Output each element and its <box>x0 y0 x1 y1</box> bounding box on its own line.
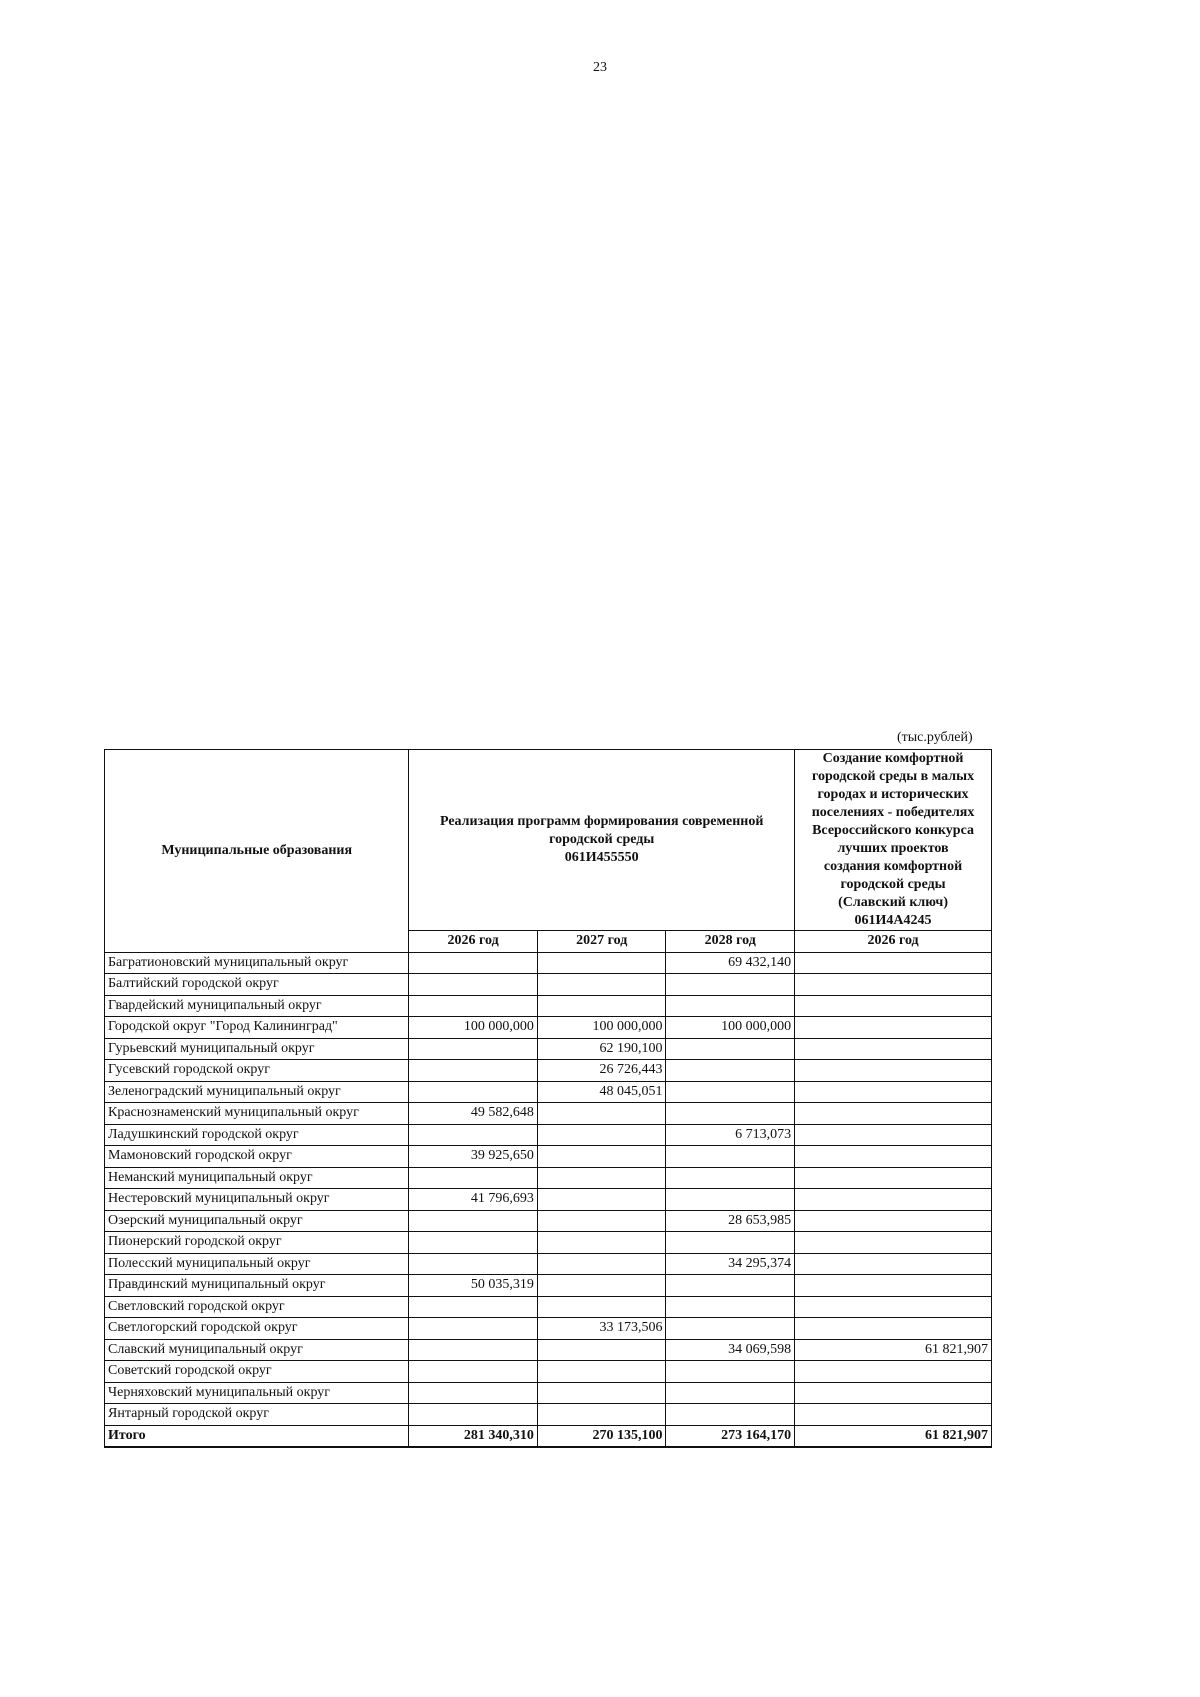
cell-2026-a: 41 796,693 <box>409 1189 538 1211</box>
header-year-2026-a: 2026 год <box>409 931 538 953</box>
cell-2026-b <box>795 952 992 974</box>
cell-2027-a <box>537 1103 666 1125</box>
table-row <box>105 1060 992 1082</box>
cell-2026-a <box>409 1339 538 1361</box>
cell-2026-a <box>409 995 538 1017</box>
cell-name: Советский городской округ <box>105 1361 409 1383</box>
cell-2028-a: 100 000,000 <box>666 1017 795 1039</box>
table-row <box>105 1038 992 1060</box>
header-municipalities: Муниципальные образования <box>105 750 409 953</box>
cell-2026-a <box>409 1038 538 1060</box>
header-program-b-line: городской среды <box>840 877 946 892</box>
cell-2027-a <box>537 1210 666 1232</box>
header-program-b-line: создания комфортной <box>823 859 963 874</box>
header-program-a-code: 061И455550 <box>564 850 639 865</box>
header-program-b <box>795 750 992 931</box>
header-program-b-line: городской среды в малых <box>811 769 975 784</box>
cell-name: Итого <box>105 1425 409 1447</box>
cell-2027-a <box>537 1189 666 1211</box>
header-year-2027-a: 2027 год <box>537 931 666 953</box>
table-row <box>105 1124 992 1146</box>
cell-2026-a <box>409 1404 538 1426</box>
cell-name: Мамоновский городской округ <box>105 1146 409 1168</box>
cell-2028-a: 34 069,598 <box>666 1339 795 1361</box>
cell-2028-a <box>666 1318 795 1340</box>
cell-2028-a <box>666 1232 795 1254</box>
cell-2026-b: 61 821,907 <box>795 1339 992 1361</box>
cell-2027-a <box>537 1253 666 1275</box>
cell-name: Нестеровский муниципальный округ <box>105 1189 409 1211</box>
cell-2026-a <box>409 1318 538 1340</box>
cell-2026-b <box>795 1124 992 1146</box>
cell-name: Полесский муниципальный округ <box>105 1253 409 1275</box>
cell-2026-b <box>795 1232 992 1254</box>
table-row <box>105 1296 992 1318</box>
cell-2027-a <box>537 1382 666 1404</box>
cell-2027-a <box>537 1339 666 1361</box>
header-program-b-line: поселениях - победителях <box>811 805 975 820</box>
header-year-2028-a: 2028 год <box>666 931 795 953</box>
cell-2026-b <box>795 1189 992 1211</box>
header-year-2026-b: 2026 год <box>795 931 992 953</box>
table-row <box>105 1189 992 1211</box>
table-row <box>105 1081 992 1103</box>
cell-2027-a <box>537 1146 666 1168</box>
table-row <box>105 1210 992 1232</box>
cell-name: Балтийский городской округ <box>105 974 409 996</box>
cell-2028-a: 273 164,170 <box>666 1425 795 1447</box>
cell-name: Славский муниципальный округ <box>105 1339 409 1361</box>
table-row <box>105 1404 992 1426</box>
cell-2027-a <box>537 1275 666 1297</box>
cell-name: Гвардейский муниципальный округ <box>105 995 409 1017</box>
cell-2026-b <box>795 1146 992 1168</box>
table-row <box>105 1275 992 1297</box>
cell-2028-a <box>666 1382 795 1404</box>
cell-2026-a <box>409 1361 538 1383</box>
table-row <box>105 952 992 974</box>
cell-2026-b <box>795 1017 992 1039</box>
table-row <box>105 974 992 996</box>
cell-name: Светлогорский городской округ <box>105 1318 409 1340</box>
cell-name: Гусевский городской округ <box>105 1060 409 1082</box>
cell-2026-a <box>409 1060 538 1082</box>
cell-name: Светловский городской округ <box>105 1296 409 1318</box>
cell-2026-b <box>795 1253 992 1275</box>
cell-2026-b <box>795 1060 992 1082</box>
cell-name: Черняховский муниципальный округ <box>105 1382 409 1404</box>
cell-2028-a <box>666 1361 795 1383</box>
cell-2026-a <box>409 1210 538 1232</box>
cell-2026-b <box>795 1103 992 1125</box>
cell-2026-b <box>795 1275 992 1297</box>
cell-2026-b <box>795 1404 992 1426</box>
cell-2028-a <box>666 974 795 996</box>
cell-2026-b <box>795 1038 992 1060</box>
cell-2028-a <box>666 1296 795 1318</box>
header-program-b-line: городах и исторических <box>817 787 969 802</box>
cell-2027-a <box>537 974 666 996</box>
header-program-a <box>409 750 795 931</box>
table-row <box>105 1382 992 1404</box>
page-number: 23 <box>593 60 607 75</box>
header-program-b-code: 061И4А4245 <box>854 913 932 928</box>
cell-2027-a <box>537 952 666 974</box>
cell-2026-a <box>409 1382 538 1404</box>
cell-2026-a <box>409 1167 538 1189</box>
table-row <box>105 1318 992 1340</box>
cell-2026-a <box>409 1081 538 1103</box>
table-row <box>105 1167 992 1189</box>
header-program-a-line: Реализация программ формирования современной <box>439 814 764 829</box>
total-row <box>105 1425 992 1447</box>
table-row <box>105 1103 992 1125</box>
cell-2026-a <box>409 952 538 974</box>
cell-2027-a <box>537 1124 666 1146</box>
table-row <box>105 1253 992 1275</box>
table-row <box>105 995 992 1017</box>
cell-name: Багратионовский муниципальный округ <box>105 952 409 974</box>
cell-2026-b <box>795 1167 992 1189</box>
cell-name: Ладушкинский городской округ <box>105 1124 409 1146</box>
cell-2028-a <box>666 1060 795 1082</box>
cell-2026-a <box>409 974 538 996</box>
cell-2026-a: 100 000,000 <box>409 1017 538 1039</box>
cell-2026-b <box>795 1081 992 1103</box>
cell-name: Правдинский муниципальный округ <box>105 1275 409 1297</box>
table-body <box>105 952 992 1447</box>
table-row <box>105 1232 992 1254</box>
cell-2026-a <box>409 1296 538 1318</box>
cell-2026-a: 49 582,648 <box>409 1103 538 1125</box>
cell-2026-a: 50 035,319 <box>409 1275 538 1297</box>
cell-name: Городской округ "Город Калининград" <box>105 1017 409 1039</box>
cell-2027-a: 26 726,443 <box>537 1060 666 1082</box>
cell-name: Пионерский городской округ <box>105 1232 409 1254</box>
cell-2027-a <box>537 1232 666 1254</box>
cell-2028-a <box>666 1275 795 1297</box>
table-row <box>105 1146 992 1168</box>
cell-2026-b: 61 821,907 <box>795 1425 992 1447</box>
cell-name: Неманский муниципальный округ <box>105 1167 409 1189</box>
table-row <box>105 1361 992 1383</box>
cell-2027-a <box>537 1404 666 1426</box>
cell-2026-b <box>795 1210 992 1232</box>
cell-2028-a <box>666 1167 795 1189</box>
cell-2028-a <box>666 1081 795 1103</box>
cell-2026-a: 281 340,310 <box>409 1425 538 1447</box>
cell-2026-b <box>795 1382 992 1404</box>
cell-2027-a: 270 135,100 <box>537 1425 666 1447</box>
header-program-a-line: городской среды <box>549 832 655 847</box>
cell-2026-b <box>795 1361 992 1383</box>
units-label: (тыс.рублей) <box>897 730 973 745</box>
cell-2027-a: 33 173,506 <box>537 1318 666 1340</box>
cell-2028-a: 34 295,374 <box>666 1253 795 1275</box>
cell-2026-b <box>795 995 992 1017</box>
cell-2026-b <box>795 974 992 996</box>
cell-2026-b <box>795 1296 992 1318</box>
cell-2026-a <box>409 1253 538 1275</box>
cell-2026-a <box>409 1232 538 1254</box>
cell-2027-a <box>537 1361 666 1383</box>
table-row <box>105 1017 992 1039</box>
cell-2027-a <box>537 1296 666 1318</box>
table-row <box>105 1339 992 1361</box>
cell-2028-a <box>666 1146 795 1168</box>
cell-2027-a <box>537 1167 666 1189</box>
budget-table <box>104 749 992 1448</box>
cell-2028-a: 28 653,985 <box>666 1210 795 1232</box>
cell-2028-a <box>666 1103 795 1125</box>
cell-2028-a <box>666 995 795 1017</box>
cell-2026-b <box>795 1318 992 1340</box>
cell-2027-a: 62 190,100 <box>537 1038 666 1060</box>
header-program-b-line: (Славский ключ) <box>838 895 948 910</box>
header-program-b-line: Всероссийского конкурса <box>812 823 974 838</box>
cell-name: Краснознаменский муниципальный округ <box>105 1103 409 1125</box>
cell-2028-a: 6 713,073 <box>666 1124 795 1146</box>
cell-2027-a: 48 045,051 <box>537 1081 666 1103</box>
header-program-b-line: Создание комфортной <box>822 751 964 766</box>
cell-2027-a <box>537 995 666 1017</box>
cell-2028-a <box>666 1404 795 1426</box>
cell-2028-a <box>666 1189 795 1211</box>
cell-name: Гурьевский муниципальный округ <box>105 1038 409 1060</box>
cell-name: Озерский муниципальный округ <box>105 1210 409 1232</box>
cell-2028-a: 69 432,140 <box>666 952 795 974</box>
header-program-b-line: лучших проектов <box>837 841 949 856</box>
cell-2028-a <box>666 1038 795 1060</box>
cell-name: Янтарный городской округ <box>105 1404 409 1426</box>
cell-2026-a: 39 925,650 <box>409 1146 538 1168</box>
cell-2026-a <box>409 1124 538 1146</box>
cell-2027-a: 100 000,000 <box>537 1017 666 1039</box>
cell-name: Зеленоградский муниципальный округ <box>105 1081 409 1103</box>
